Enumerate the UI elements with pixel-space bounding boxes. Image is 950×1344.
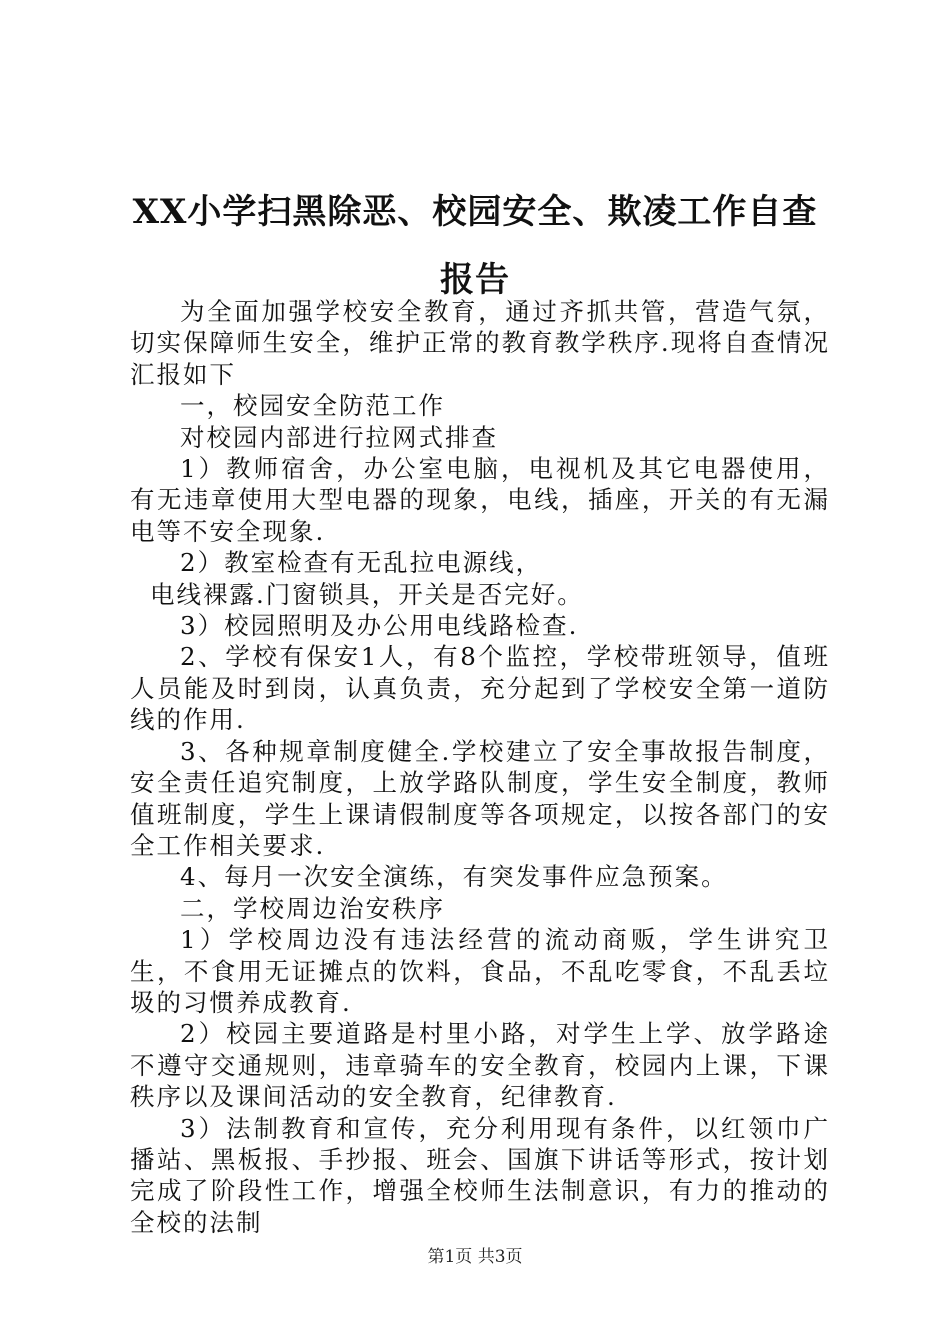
- document-body: [130, 296, 830, 1238]
- paragraph: 3、各种规章制度健全.学校建立了安全事故报告制度，安全责任追究制度，上放学路队制度，学生安全制度，教师值班制度，学生上课请假制度等各项规定，以按各部门的安全工作相关要求.: [130, 736, 830, 860]
- paragraph: 2、学校有保安1人，有8个监控，学校带班领导，值班人员能及时到岗，认真负责，充分起到了学校安全第一道防线的作用.: [130, 642, 830, 735]
- paragraph: 电线裸露.门窗锁具，开关是否完好。: [150, 579, 584, 609]
- paragraph: 3）校园照明及办公用电线路检查.: [180, 611, 579, 641]
- section-heading-2: 二，学校周边治安秩序: [180, 893, 445, 923]
- paragraph: 1）学校周边没有违法经营的流动商贩，学生讲究卫生，不食用无证摊点的饮料，食品，不乱吃零食，不乱丢垃圾的习惯养成教育.: [130, 925, 830, 1017]
- paragraph: 1）教师宿舍，办公室电脑，电视机及其它电器使用，有无违章使用大型电器的现象，电线，插座，开关的有无漏电等不安全现象.: [130, 454, 830, 546]
- paragraph: 3）法制教育和宣传，充分利用现有条件，以红领巾广播站、黑板报、手抄报、班会、国旗下讲话等形式，按计划完成了阶段性工作，增强全校师生法制意识，有力的推动的全校的法制: [130, 1113, 830, 1237]
- section-heading-1: 一，校园安全防范工作: [180, 391, 445, 421]
- paragraph-intro: 为全面加强学校安全教育，通过齐抓共管，营造气氛，切实保障师生安全，维护正常的教育教学秩序.现将自查情况汇报如下: [130, 297, 830, 389]
- paragraph: 4、每月一次安全演练，有突发事件应急预案。: [180, 862, 728, 892]
- page-number-footer: 第1页 共3页: [427, 1247, 523, 1267]
- paragraph: 对校园内部进行拉网式排查: [180, 422, 498, 452]
- paragraph: 2）校园主要道路是村里小路，对学生上学、放学路途不遵守交通规则，违章骑车的安全教育，校园内上课，下课秩序以及课间活动的安全教育，纪律教育.: [130, 1019, 830, 1112]
- paragraph: 2）教室检查有无乱拉电源线，: [180, 548, 543, 578]
- page-title: XX小学扫黑除恶、校园安全、欺凌工作自查报告: [132, 192, 818, 300]
